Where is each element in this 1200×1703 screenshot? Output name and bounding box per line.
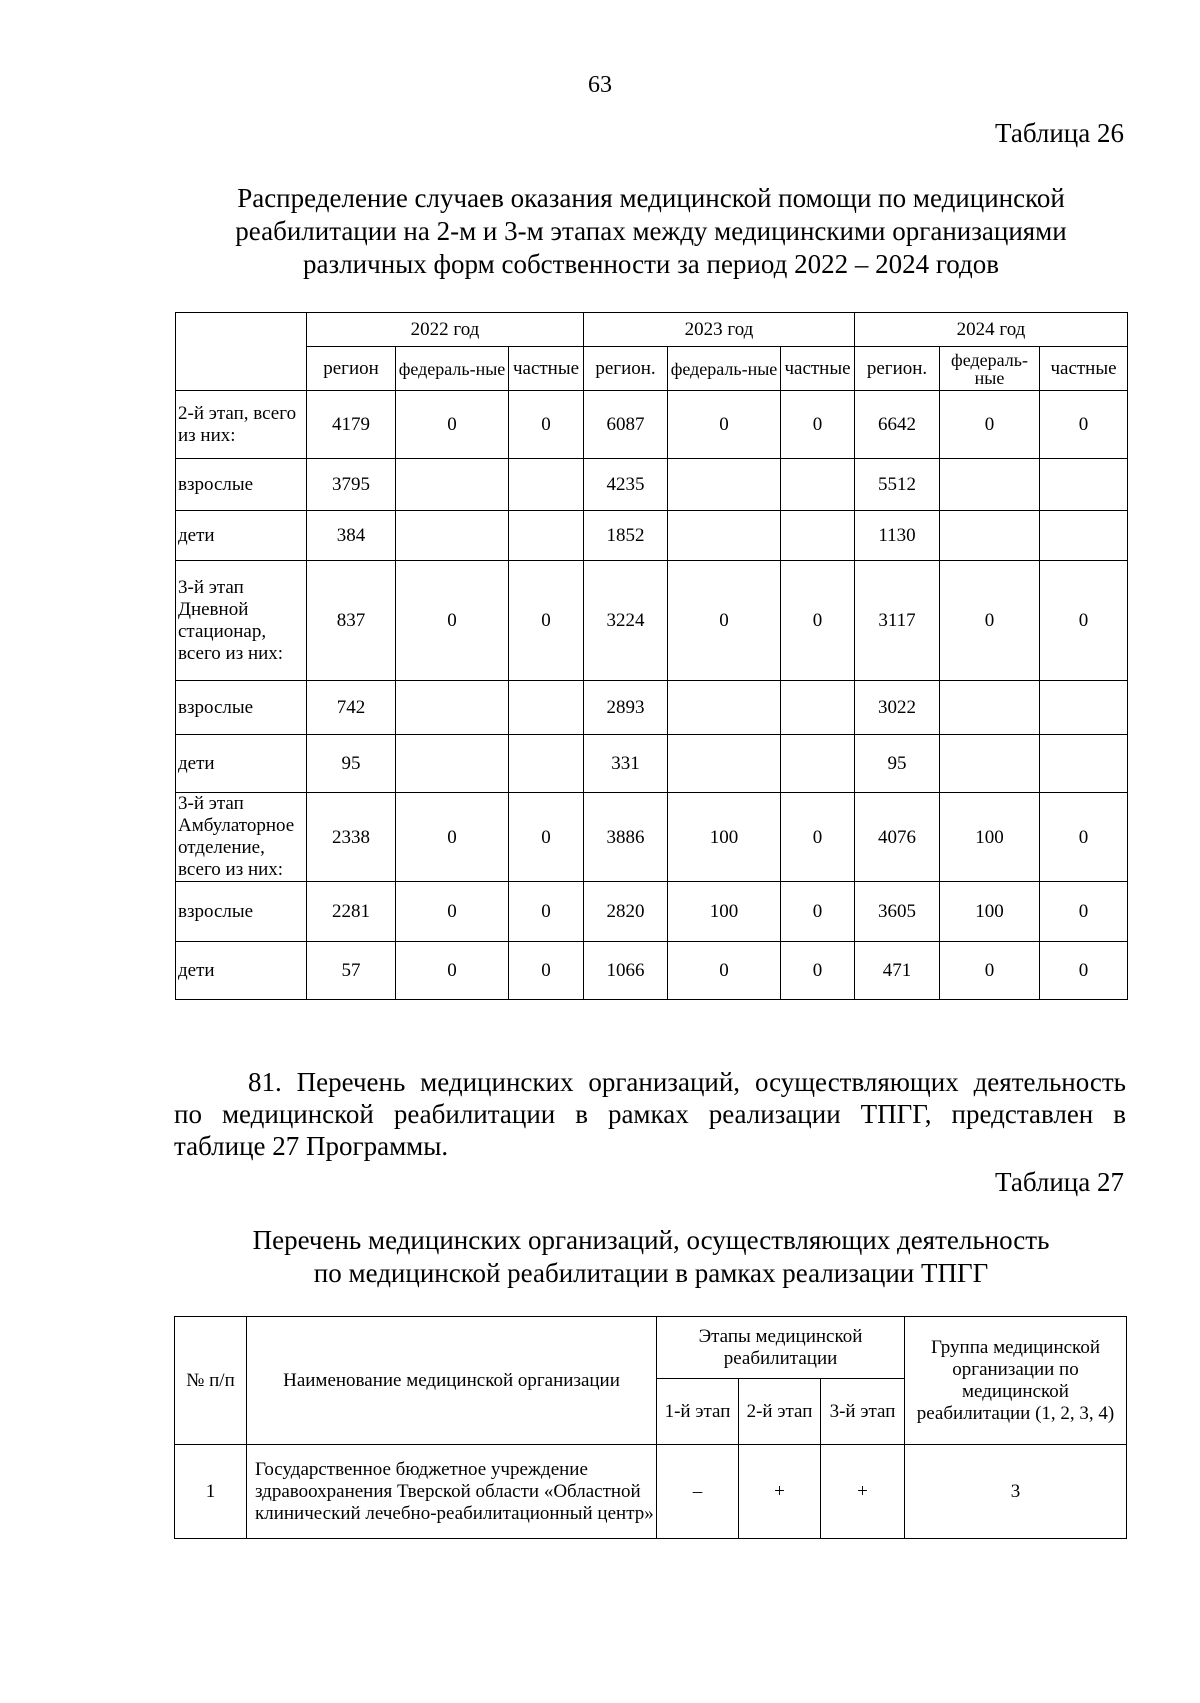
value-cell — [396, 735, 509, 793]
table-row — [176, 391, 1128, 459]
value-cell: 2893 — [584, 681, 668, 735]
value-cell: 57 — [307, 942, 396, 1000]
table-row — [175, 1445, 1127, 1539]
value-cell: 0 — [781, 391, 855, 459]
paragraph-line: таблице 27 Программы. — [174, 1131, 449, 1161]
table-27-label: Таблица 27 — [995, 1167, 1124, 1197]
value-cell — [781, 459, 855, 511]
value-cell — [940, 511, 1040, 561]
table-27 — [174, 1316, 1127, 1539]
value-cell: 384 — [307, 511, 396, 561]
value-cell: 100 — [668, 882, 781, 942]
stages-header: Этапы медицинской реабилитации — [657, 1317, 905, 1379]
value-cell: 95 — [307, 735, 396, 793]
value-cell: 0 — [668, 391, 781, 459]
value-cell — [940, 735, 1040, 793]
subheader: регион. — [855, 347, 940, 391]
row-label: взрослые — [176, 681, 307, 735]
subheader: частные — [781, 347, 855, 391]
value-cell: 0 — [509, 391, 584, 459]
value-cell: 1066 — [584, 942, 668, 1000]
value-cell: 100 — [668, 793, 781, 882]
subheader: федераль-ные — [668, 347, 781, 391]
value-cell — [668, 735, 781, 793]
value-cell: 0 — [1040, 942, 1128, 1000]
value-cell: 1130 — [855, 511, 940, 561]
table-27-caption — [176, 1224, 1126, 1290]
table-row — [176, 459, 1128, 511]
value-cell: 0 — [1040, 561, 1128, 681]
subheader: федераль-ные — [940, 347, 1040, 391]
value-cell — [509, 511, 584, 561]
value-cell: 0 — [940, 942, 1040, 1000]
value-cell: 0 — [940, 391, 1040, 459]
row-label: дети — [176, 942, 307, 1000]
stage-2-header: 2-й этап — [739, 1379, 821, 1445]
group-header: Группа медицинской организации по медицинской реабилитации (1, 2, 3, 4) — [905, 1317, 1127, 1445]
num-header: № п/п — [175, 1317, 247, 1445]
table-row — [176, 793, 1128, 882]
value-cell: 0 — [396, 391, 509, 459]
caption-line: реабилитации на 2-м и 3-м этапах между медицинскими организациями — [235, 216, 1067, 246]
row-label: 3-й этап Дневной стационар, всего из них: — [176, 561, 307, 681]
row-label: 3-й этап Амбулаторное отделение, всего из них: — [176, 793, 307, 882]
paragraph-line: по медицинской реабилитации в рамках реализации ТПГГ, представлен в — [174, 1099, 1126, 1129]
year-header: 2024 год — [855, 313, 1128, 347]
value-cell: 100 — [940, 793, 1040, 882]
value-cell: 95 — [855, 735, 940, 793]
value-cell — [396, 459, 509, 511]
value-cell: 3886 — [584, 793, 668, 882]
value-cell: 837 — [307, 561, 396, 681]
value-cell — [396, 681, 509, 735]
value-cell — [509, 735, 584, 793]
org-name-cell: Государственное бюджетное учреждение здравоохранения Тверской области «Областной клинический лечебно-реабилитационный центр» — [247, 1445, 657, 1539]
num-cell: 1 — [175, 1445, 247, 1539]
stage-3-header: 3-й этап — [821, 1379, 905, 1445]
value-cell: 0 — [1040, 882, 1128, 942]
value-cell — [1040, 735, 1128, 793]
value-cell: 6087 — [584, 391, 668, 459]
value-cell: 0 — [940, 561, 1040, 681]
table-row — [176, 882, 1128, 942]
row-label: дети — [176, 735, 307, 793]
value-cell: 3605 — [855, 882, 940, 942]
value-cell — [940, 681, 1040, 735]
value-cell: 0 — [396, 882, 509, 942]
value-cell — [940, 459, 1040, 511]
row-label: дети — [176, 511, 307, 561]
table-row — [176, 511, 1128, 561]
page-number: 63 — [588, 72, 612, 98]
subheader: регион. — [584, 347, 668, 391]
value-cell: 742 — [307, 681, 396, 735]
table-26-caption — [176, 182, 1126, 281]
value-cell: 0 — [781, 561, 855, 681]
value-cell — [781, 681, 855, 735]
value-cell: 0 — [396, 561, 509, 681]
paragraph-81 — [174, 1066, 1126, 1162]
caption-line: различных форм собственности за период 2022 – 2024 годов — [303, 249, 999, 279]
table-row — [176, 681, 1128, 735]
value-cell — [1040, 681, 1128, 735]
value-cell: 0 — [396, 942, 509, 1000]
value-cell: 331 — [584, 735, 668, 793]
group-cell: 3 — [905, 1445, 1127, 1539]
value-cell — [668, 511, 781, 561]
year-header: 2022 год — [307, 313, 584, 347]
caption-line: по медицинской реабилитации в рамках реализации ТПГГ — [313, 1258, 989, 1288]
value-cell: 0 — [668, 942, 781, 1000]
value-cell: 100 — [940, 882, 1040, 942]
value-cell — [509, 681, 584, 735]
value-cell — [668, 459, 781, 511]
subheader: регион — [307, 347, 396, 391]
value-cell: 6642 — [855, 391, 940, 459]
value-cell: 3117 — [855, 561, 940, 681]
subheader: частные — [509, 347, 584, 391]
value-cell: 4076 — [855, 793, 940, 882]
corner-cell — [176, 313, 307, 391]
value-cell: 2281 — [307, 882, 396, 942]
row-label: взрослые — [176, 459, 307, 511]
value-cell: 0 — [781, 882, 855, 942]
value-cell: 2820 — [584, 882, 668, 942]
subheader: федераль-ные — [396, 347, 509, 391]
value-cell: 471 — [855, 942, 940, 1000]
year-header: 2023 год — [584, 313, 855, 347]
value-cell — [1040, 511, 1128, 561]
row-label: взрослые — [176, 882, 307, 942]
value-cell — [781, 735, 855, 793]
value-cell: 0 — [1040, 793, 1128, 882]
table-row — [176, 735, 1128, 793]
value-cell: 5512 — [855, 459, 940, 511]
subheader: частные — [1040, 347, 1128, 391]
table-26-label: Таблица 26 — [995, 118, 1124, 148]
value-cell: 3022 — [855, 681, 940, 735]
stage2-cell: + — [739, 1445, 821, 1539]
table-row — [176, 561, 1128, 681]
value-cell: 4235 — [584, 459, 668, 511]
value-cell: 0 — [396, 793, 509, 882]
value-cell: 0 — [509, 561, 584, 681]
stage-1-header: 1-й этап — [657, 1379, 739, 1445]
value-cell: 3224 — [584, 561, 668, 681]
value-cell: 0 — [509, 882, 584, 942]
value-cell: 0 — [509, 793, 584, 882]
caption-line: Распределение случаев оказания медицинской помощи по медицинской — [237, 183, 1065, 213]
table-26 — [175, 312, 1128, 1000]
value-cell — [509, 459, 584, 511]
paragraph-line: 81. Перечень медицинских организаций, осуществляющих деятельность — [248, 1067, 1126, 1097]
value-cell: 0 — [668, 561, 781, 681]
value-cell — [668, 681, 781, 735]
value-cell: 1852 — [584, 511, 668, 561]
value-cell: 2338 — [307, 793, 396, 882]
value-cell: 0 — [509, 942, 584, 1000]
value-cell: 0 — [781, 793, 855, 882]
row-label: 2-й этап, всего из них: — [176, 391, 307, 459]
value-cell: 4179 — [307, 391, 396, 459]
value-cell — [781, 511, 855, 561]
value-cell: 3795 — [307, 459, 396, 511]
value-cell — [396, 511, 509, 561]
stage3-cell: + — [821, 1445, 905, 1539]
name-header: Наименование медицинской организации — [247, 1317, 657, 1445]
table-row — [176, 942, 1128, 1000]
stage1-cell: – — [657, 1445, 739, 1539]
value-cell: 0 — [781, 942, 855, 1000]
caption-line: Перечень медицинских организаций, осуществляющих деятельность — [252, 1225, 1050, 1255]
value-cell: 0 — [1040, 391, 1128, 459]
value-cell — [1040, 459, 1128, 511]
